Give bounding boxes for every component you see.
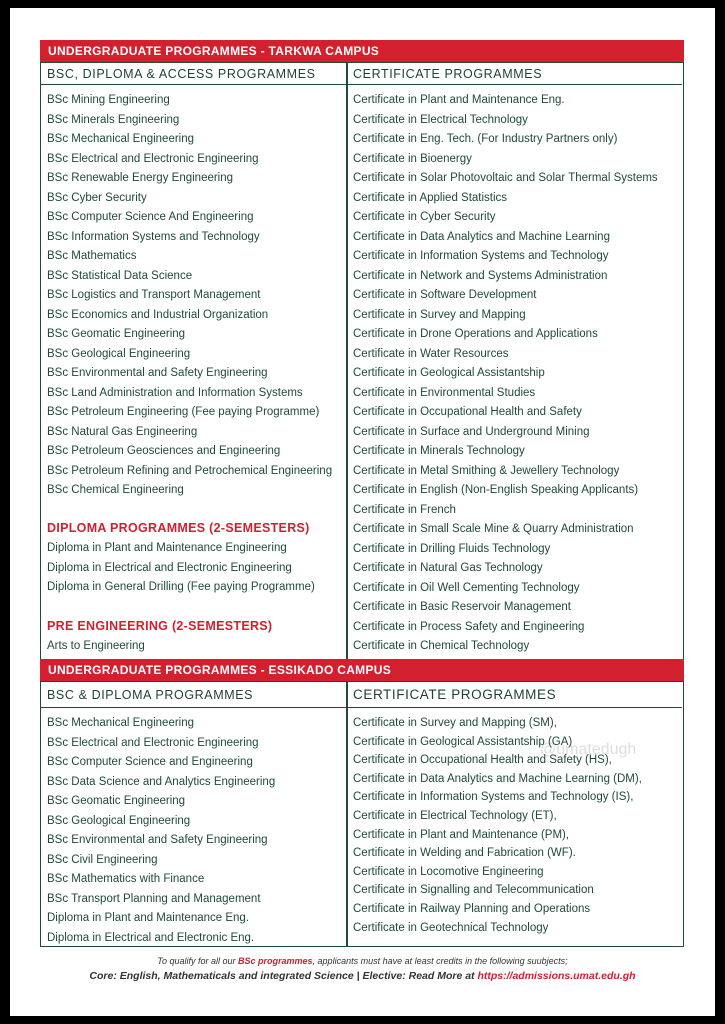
column-divider [346, 682, 348, 946]
programme-item: Diploma in Electrical and Electronic Eng. [47, 931, 255, 944]
essikado-left-header: BSC & DIPLOMA PROGRAMMES [41, 682, 347, 708]
certificate-programme-item: Certificate in Information Systems and Technology (IS), [353, 791, 634, 804]
bsc-programme-item: BSc Information Systems and Technology [47, 230, 260, 243]
qualification-note [10, 956, 715, 966]
certificate-programme-item: Certificate in Data Analytics and Machine Learning [353, 230, 610, 243]
programme-item: BSc Transport Planning and Management [47, 892, 261, 905]
tarkwa-left-header: BSC, DIPLOMA & ACCESS PROGRAMMES [41, 63, 347, 85]
certificate-programme-item: Certificate in Geological Assistantship (GA) [353, 735, 573, 748]
certificate-programme-item: Certificate in Geotechnical Technology [353, 921, 549, 934]
tarkwa-right-header: CERTIFICATE PROGRAMMES [347, 63, 682, 85]
bsc-programme-item: BSc Environmental and Safety Engineering [47, 367, 268, 379]
pre-engineering-item: Arts to Engineering [47, 640, 145, 652]
certificate-programme-item: Certificate in Natural Gas Technology [353, 562, 543, 574]
certificate-programme-item: Certificate in Geological Assistantship [353, 367, 545, 379]
tarkwa-pre-list [47, 637, 145, 657]
programme-item: BSc Geomatic Engineering [47, 795, 186, 807]
essikado-right-header: CERTIFICATE PROGRAMMES [347, 682, 682, 708]
certificate-programme-item: Certificate in Signalling and Telecommunication [353, 884, 594, 897]
certificate-programme-item: Certificate in Metal Smithing & Jewellery Technology [353, 464, 620, 477]
certificate-programme-item: Certificate in Oil Well Cementing Technology [353, 581, 580, 594]
certificate-programme-item: Certificate in Water Resources [353, 347, 509, 360]
programme-item: BSc Electrical and Electronic Engineering [47, 736, 259, 749]
programme-item: BSc Mechanical Engineering [47, 717, 195, 729]
certificate-programme-item: Certificate in Chemical Technology [353, 640, 530, 652]
certificate-programme-item: Certificate in Plant and Maintenance (PM), [353, 828, 570, 841]
bsc-programme-item: BSc Statistical Data Science [47, 269, 193, 282]
bsc-programme-item: BSc Minerals Engineering [47, 113, 180, 126]
tarkwa-certificate-list [353, 91, 658, 657]
diploma-programme-item: Diploma in Plant and Maintenance Engineering [47, 542, 287, 554]
admissions-link[interactable]: https://admissions.umat.edu.gh [477, 970, 636, 982]
note-text: , applicants must have at least credits in the following suubjects; [312, 956, 568, 966]
bsc-programme-item: BSc Natural Gas Engineering [47, 425, 198, 438]
pre-engineering-heading: PRE ENGINEERING (2-SEMESTERS) [47, 619, 273, 633]
diploma-heading: DIPLOMA PROGRAMMES (2-SEMESTERS) [47, 521, 310, 535]
bsc-programme-item: BSc Geological Engineering [47, 347, 191, 360]
essikado-table [40, 681, 684, 947]
certificate-programme-item: Certificate in Plant and Maintenance Eng. [353, 94, 565, 106]
certificate-programme-item: Certificate in Small Scale Mine & Quarry Administration [353, 523, 634, 535]
certificate-programme-item: Certificate in Railway Planning and Operations [353, 902, 591, 915]
bsc-programme-item: BSc Chemical Engineering [47, 484, 184, 496]
certificate-programme-item: Certificate in Software Development [353, 289, 537, 301]
bsc-programme-item: BSc Renewable Energy Engineering [47, 172, 234, 184]
watermark: @umatedugh [540, 741, 637, 758]
programme-item: BSc Civil Engineering [47, 853, 158, 866]
certificate-programme-item: Certificate in Drilling Fluids Technology [353, 542, 551, 555]
bsc-programme-item: BSc Geomatic Engineering [47, 328, 186, 340]
certificate-programme-item: Certificate in Occupational Health and Safety [353, 406, 582, 418]
column-divider [346, 63, 348, 661]
certificate-programme-item: Certificate in Bioenergy [353, 152, 472, 165]
certificate-programme-item: Certificate in Survey and Mapping (SM), [353, 717, 557, 729]
certificate-programme-item: Certificate in Drone Operations and Applications [353, 328, 598, 340]
bsc-programme-item: BSc Petroleum Refining and Petrochemical Engineering [47, 464, 333, 477]
bsc-programme-item: BSc Land Administration and Information Systems [47, 386, 303, 399]
certificate-programme-item: Certificate in Eng. Tech. (For Industry Partners only) [353, 133, 618, 145]
requirements-text: Core: English, Mathematicals and integrated Science | Elective: Read More at [89, 970, 478, 982]
programme-item: BSc Computer Science and Engineering [47, 756, 253, 768]
certificate-programme-item: Certificate in Cyber Security [353, 211, 496, 223]
programme-item: BSc Geological Engineering [47, 814, 191, 827]
bsc-programme-item: BSc Mining Engineering [47, 94, 170, 106]
certificate-programme-item: Certificate in English (Non-English Speaking Applicants) [353, 484, 639, 496]
diploma-programme-item: Diploma in General Drilling (Fee paying Programme) [47, 581, 315, 593]
certificate-programme-item: Certificate in Survey and Mapping [353, 308, 526, 321]
programme-item: BSc Environmental and Safety Engineering [47, 834, 268, 846]
tarkwa-campus-banner: UNDERGRADUATE PROGRAMMES - TARKWA CAMPUS [40, 40, 684, 62]
flyer-page [10, 8, 715, 1016]
bsc-programme-item: BSc Petroleum Engineering (Fee paying Programme) [47, 406, 320, 418]
bsc-programme-item: BSc Mechanical Engineering [47, 133, 195, 145]
bsc-programme-item: BSc Logistics and Transport Management [47, 289, 261, 301]
tarkwa-diploma-list [47, 539, 315, 598]
note-text: To qualify for all our [157, 956, 239, 966]
bsc-programme-item: BSc Economics and Industrial Organization [47, 308, 269, 321]
programme-item: BSc Mathematics with Finance [47, 873, 205, 885]
certificate-programme-item: Certificate in Environmental Studies [353, 386, 536, 399]
tarkwa-bsc-list [47, 91, 332, 501]
certificate-programme-item: Certificate in Electrical Technology (ET), [353, 809, 557, 822]
certificate-programme-item: Certificate in Welding and Fabrication (WF). [353, 847, 576, 860]
bsc-programme-item: BSc Petroleum Geosciences and Engineering [47, 445, 281, 457]
certificate-programme-item: Certificate in Information Systems and Technology [353, 250, 609, 262]
certificate-programme-item: Certificate in Basic Reservoir Management [353, 601, 571, 613]
certificate-programme-item: Certificate in Process Safety and Engineering [353, 620, 585, 633]
certificate-programme-item: Certificate in Occupational Health and Safety (HS), [353, 754, 612, 767]
essikado-programme-list [47, 714, 275, 948]
certificate-programme-item: Certificate in Electrical Technology [353, 113, 528, 126]
requirements-line [10, 970, 715, 982]
note-highlight: BSc programmes [238, 956, 313, 966]
programme-item: Diploma in Plant and Maintenance Eng. [47, 912, 250, 924]
essikado-campus-banner: UNDERGRADUATE PROGRAMMES - ESSIKADO CAMPUS [40, 659, 684, 681]
bsc-programme-item: BSc Mathematics [47, 250, 137, 262]
bsc-programme-item: BSc Cyber Security [47, 191, 147, 204]
certificate-programme-item: Certificate in Applied Statistics [353, 191, 508, 204]
certificate-programme-item: Certificate in Solar Photovoltaic and Solar Thermal Systems [353, 172, 658, 184]
certificate-programme-item: Certificate in Locomotive Engineering [353, 865, 544, 878]
bsc-programme-item: BSc Electrical and Electronic Engineering [47, 152, 259, 165]
programme-item: BSc Data Science and Analytics Engineering [47, 775, 276, 788]
bsc-programme-item: BSc Computer Science And Engineering [47, 211, 254, 223]
certificate-programme-item: Certificate in Network and Systems Administration [353, 269, 608, 282]
certificate-programme-item: Certificate in French [353, 503, 456, 516]
tarkwa-table [40, 62, 684, 662]
certificate-programme-item: Certificate in Minerals Technology [353, 445, 525, 457]
diploma-programme-item: Diploma in Electrical and Electronic Engineering [47, 561, 292, 574]
certificate-programme-item: Certificate in Surface and Underground Mining [353, 425, 590, 438]
certificate-programme-item: Certificate in Data Analytics and Machine Learning (DM), [353, 772, 642, 785]
